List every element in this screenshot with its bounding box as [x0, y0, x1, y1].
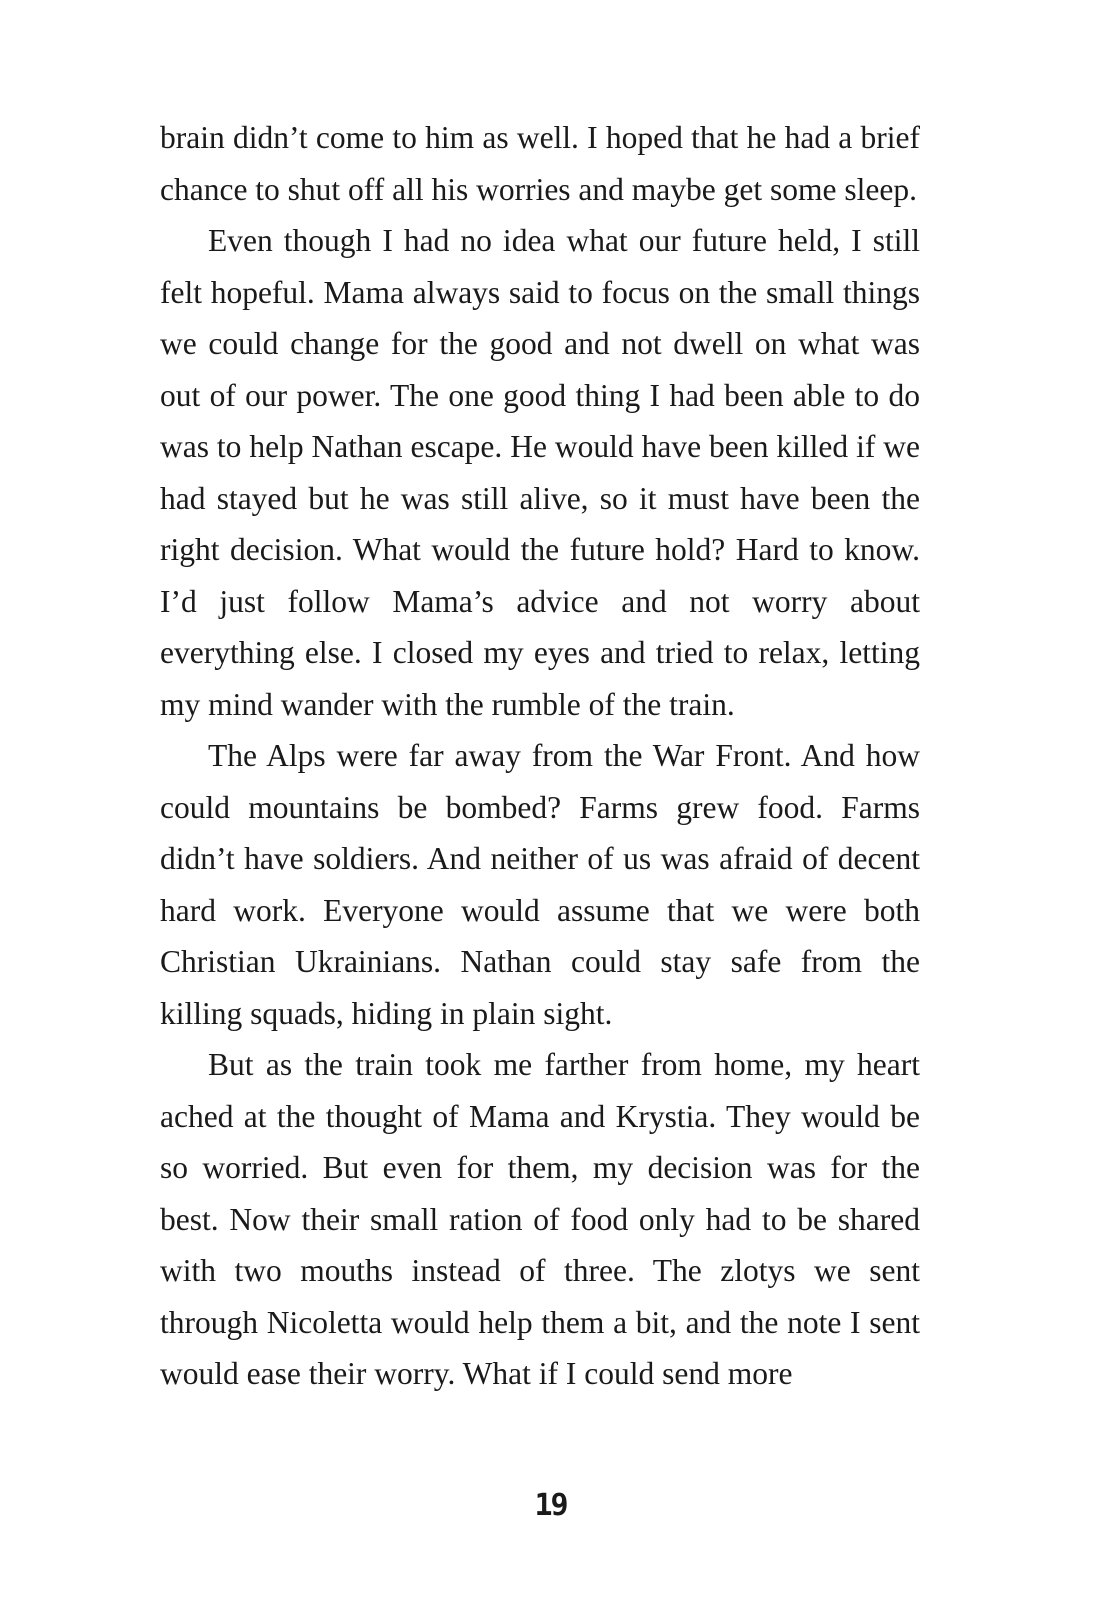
paragraph: The Alps were far away from the War Front. And how could mountains be bombed? Farms grew food. Farms didn’t have soldiers. And neither of us was afraid of decent hard work. Everyone would assume that we were both Christian Ukrainians. Nathan could stay safe from the killing squads, hiding in plain sight.: [160, 738, 920, 1031]
body-text: [160, 112, 920, 1400]
paragraph: But as the train took me farther from home, my heart ached at the thought of Mama and Krystia. They would be so worried. But even for them, my decision was for the best. Now their small ration of food only had to be shared with two mouths instead of three. The zlotys we sent through Nicoletta would help them a bit, and the note I sent would ease their worry. What if I could send more: [160, 1047, 920, 1391]
paragraph: Even though I had no idea what our future held, I still felt hopeful. Mama always said to focus on the small things we could change for the good and not dwell on what was out of our power. The one good thing I had been able to do was to help Nathan escape. He would have been killed if we had stayed but he was still alive, so it must have been the right decision. What would the future hold? Hard to know. I’d just follow Mama’s advice and not worry about everything else. I closed my eyes and tried to relax, letting my mind wander with the rumble of the train.: [160, 223, 920, 722]
paragraph-continued: brain didn’t come to him as well. I hoped that he had a brief chance to shut off all his worries and maybe get some sleep.: [160, 120, 920, 207]
page-number: 19: [534, 1488, 567, 1523]
